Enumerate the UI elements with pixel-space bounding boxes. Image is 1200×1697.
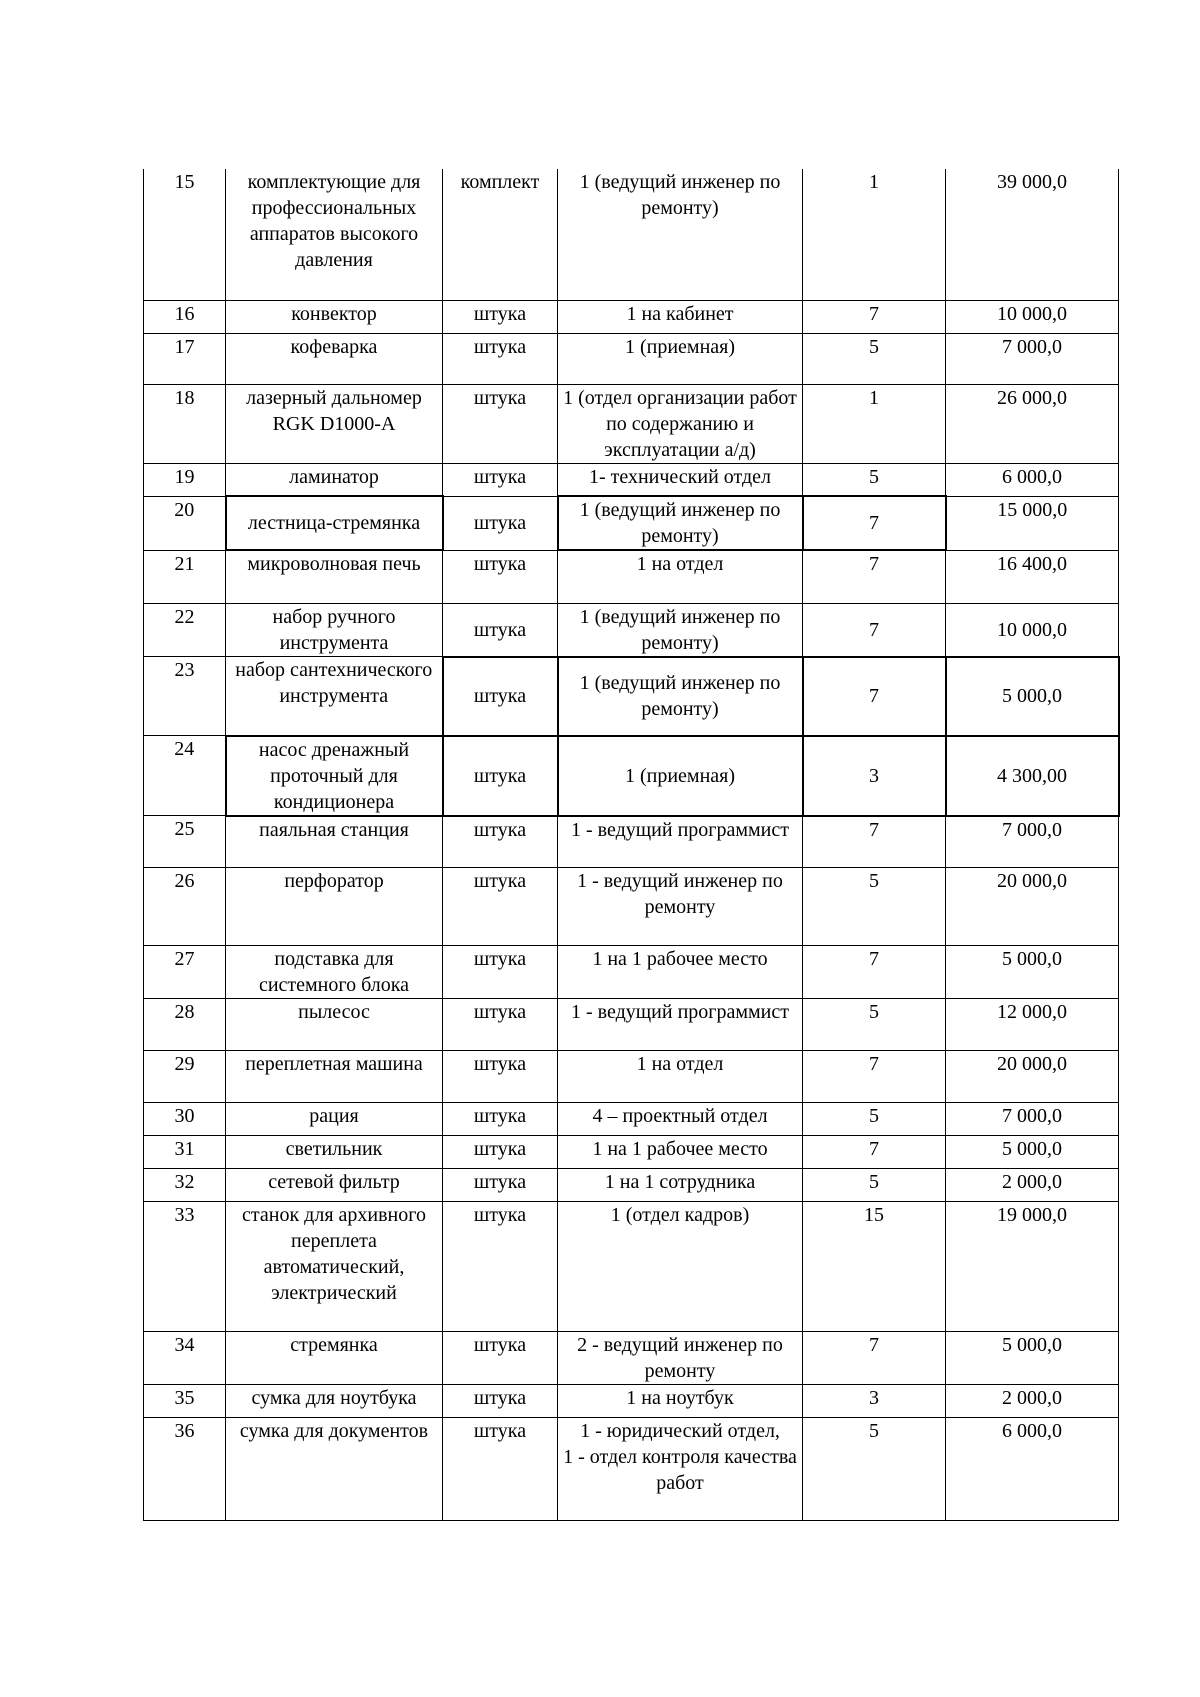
norm: 2 - ведущий инженер по ремонту [558, 1332, 803, 1385]
row-number: 35 [144, 1385, 226, 1418]
item-name: конвектор [226, 300, 443, 333]
unit: штука [443, 603, 558, 657]
item-name: микроволновая печь [226, 550, 443, 603]
norm: 1 на отдел [558, 1051, 803, 1103]
row-number: 26 [144, 868, 226, 946]
norm: 1 на ноутбук [558, 1385, 803, 1418]
norm: 1 (приемная) [558, 736, 803, 816]
norm: 1 - ведущий программист [558, 816, 803, 868]
norm: 1 (ведущий инженер по ремонту) [558, 603, 803, 657]
item-name: пылесос [226, 999, 443, 1051]
unit: штука [443, 1169, 558, 1202]
equipment-norms-table [143, 169, 1120, 1521]
price: 10 000,0 [946, 300, 1119, 333]
table-row [144, 496, 1119, 550]
norm: 1- технический отдел [558, 463, 803, 496]
table-body [144, 169, 1119, 1521]
service-years: 7 [803, 550, 946, 603]
table-row [144, 1051, 1119, 1103]
item-name: кофеварка [226, 333, 443, 384]
item-name: переплетная машина [226, 1051, 443, 1103]
row-number: 18 [144, 384, 226, 463]
table-row [144, 1332, 1119, 1385]
item-name: рация [226, 1103, 443, 1136]
service-years: 1 [803, 384, 946, 463]
price: 6 000,0 [946, 463, 1119, 496]
price: 20 000,0 [946, 868, 1119, 946]
unit: штука [443, 946, 558, 999]
unit: штука [443, 816, 558, 868]
norm: 1 на отдел [558, 550, 803, 603]
row-number: 22 [144, 603, 226, 657]
item-name: подставка для системного блока [226, 946, 443, 999]
price: 7 000,0 [946, 333, 1119, 384]
unit: штука [443, 1332, 558, 1385]
item-name: стремянка [226, 1332, 443, 1385]
norm: 1 на 1 рабочее место [558, 946, 803, 999]
row-number: 23 [144, 657, 226, 736]
item-name: лестница-стремянка [226, 496, 443, 550]
price: 26 000,0 [946, 384, 1119, 463]
row-number: 21 [144, 550, 226, 603]
table-row [144, 657, 1119, 736]
norm: 1 (приемная) [558, 333, 803, 384]
table-row [144, 1385, 1119, 1418]
unit: штука [443, 463, 558, 496]
service-years: 5 [803, 463, 946, 496]
norm: 1 на кабинет [558, 300, 803, 333]
price: 5 000,0 [946, 946, 1119, 999]
service-years: 7 [803, 657, 946, 736]
row-number: 15 [144, 169, 226, 300]
price: 12 000,0 [946, 999, 1119, 1051]
table-row [144, 1169, 1119, 1202]
row-number: 36 [144, 1418, 226, 1521]
table-row [144, 333, 1119, 384]
row-number: 28 [144, 999, 226, 1051]
norm: 1 на 1 рабочее место [558, 1136, 803, 1169]
row-number: 29 [144, 1051, 226, 1103]
item-name: комплектующие для профессиональных аппаратов высокого давления [226, 169, 443, 300]
row-number: 33 [144, 1202, 226, 1332]
price: 15 000,0 [946, 496, 1119, 550]
norm: 1 (ведущий инженер по ремонту) [558, 657, 803, 736]
table-row [144, 946, 1119, 999]
item-name: перфоратор [226, 868, 443, 946]
price: 19 000,0 [946, 1202, 1119, 1332]
service-years: 1 [803, 169, 946, 300]
price: 16 400,0 [946, 550, 1119, 603]
service-years: 7 [803, 1051, 946, 1103]
unit: комплект [443, 169, 558, 300]
unit: штука [443, 1418, 558, 1521]
service-years: 5 [803, 999, 946, 1051]
service-years: 15 [803, 1202, 946, 1332]
item-name: набор ручного инструмента [226, 603, 443, 657]
price: 5 000,0 [946, 657, 1119, 736]
item-name: светильник [226, 1136, 443, 1169]
item-name: лазерный дальномер RGK D1000-A [226, 384, 443, 463]
row-number: 30 [144, 1103, 226, 1136]
item-name: насос дренажный проточный для кондиционера [226, 736, 443, 816]
row-number: 17 [144, 333, 226, 384]
service-years: 3 [803, 1385, 946, 1418]
price: 6 000,0 [946, 1418, 1119, 1521]
unit: штука [443, 1385, 558, 1418]
table-row [144, 1136, 1119, 1169]
table-row [144, 169, 1119, 300]
unit: штука [443, 496, 558, 550]
price: 2 000,0 [946, 1169, 1119, 1202]
norm: 1 на 1 сотрудника [558, 1169, 803, 1202]
service-years: 7 [803, 946, 946, 999]
norm: 1 - ведущий программист [558, 999, 803, 1051]
norm: 1 (ведущий инженер по ремонту) [558, 169, 803, 300]
price: 5 000,0 [946, 1136, 1119, 1169]
table-row [144, 384, 1119, 463]
table-row [144, 999, 1119, 1051]
table-row [144, 463, 1119, 496]
norm: 4 – проектный отдел [558, 1103, 803, 1136]
unit: штука [443, 999, 558, 1051]
unit: штука [443, 1136, 558, 1169]
unit: штука [443, 1103, 558, 1136]
row-number: 32 [144, 1169, 226, 1202]
row-number: 25 [144, 816, 226, 868]
service-years: 7 [803, 1136, 946, 1169]
table-row [144, 1103, 1119, 1136]
service-years: 5 [803, 333, 946, 384]
price: 4 300,00 [946, 736, 1119, 816]
table-row [144, 1418, 1119, 1521]
item-name: станок для архивного переплета автоматический, электрический [226, 1202, 443, 1332]
table-row [144, 300, 1119, 333]
price: 39 000,0 [946, 169, 1119, 300]
price: 5 000,0 [946, 1332, 1119, 1385]
unit: штука [443, 868, 558, 946]
table-row [144, 736, 1119, 816]
table-row [144, 550, 1119, 603]
service-years: 7 [803, 496, 946, 550]
unit: штука [443, 736, 558, 816]
service-years: 5 [803, 1418, 946, 1521]
unit: штука [443, 333, 558, 384]
unit: штука [443, 657, 558, 736]
norm: 1 (отдел кадров) [558, 1202, 803, 1332]
item-name: паяльная станция [226, 816, 443, 868]
item-name: сумка для документов [226, 1418, 443, 1521]
item-name: сумка для ноутбука [226, 1385, 443, 1418]
price: 2 000,0 [946, 1385, 1119, 1418]
unit: штука [443, 300, 558, 333]
item-name: ламинатор [226, 463, 443, 496]
unit: штука [443, 384, 558, 463]
item-name: набор сантехнического инструмента [226, 657, 443, 736]
price: 10 000,0 [946, 603, 1119, 657]
norm: 1 (отдел организации работ по содержанию и эксплуатации а/д) [558, 384, 803, 463]
norm: 1 - ведущий инженер по ремонту [558, 868, 803, 946]
service-years: 7 [803, 603, 946, 657]
row-number: 16 [144, 300, 226, 333]
price: 7 000,0 [946, 1103, 1119, 1136]
service-years: 5 [803, 868, 946, 946]
row-number: 24 [144, 736, 226, 816]
unit: штука [443, 1202, 558, 1332]
service-years: 7 [803, 1332, 946, 1385]
norm: 1 (ведущий инженер по ремонту) [558, 496, 803, 550]
unit: штука [443, 1051, 558, 1103]
item-name: сетевой фильтр [226, 1169, 443, 1202]
row-number: 27 [144, 946, 226, 999]
table-row [144, 1202, 1119, 1332]
row-number: 31 [144, 1136, 226, 1169]
service-years: 7 [803, 300, 946, 333]
table-row [144, 868, 1119, 946]
service-years: 5 [803, 1169, 946, 1202]
price: 7 000,0 [946, 816, 1119, 868]
table-row [144, 603, 1119, 657]
service-years: 7 [803, 816, 946, 868]
table-row [144, 816, 1119, 868]
row-number: 34 [144, 1332, 226, 1385]
unit: штука [443, 550, 558, 603]
price: 20 000,0 [946, 1051, 1119, 1103]
service-years: 3 [803, 736, 946, 816]
row-number: 20 [144, 496, 226, 550]
row-number: 19 [144, 463, 226, 496]
norm: 1 - юридический отдел, 1 - отдел контроля качества работ [558, 1418, 803, 1521]
service-years: 5 [803, 1103, 946, 1136]
